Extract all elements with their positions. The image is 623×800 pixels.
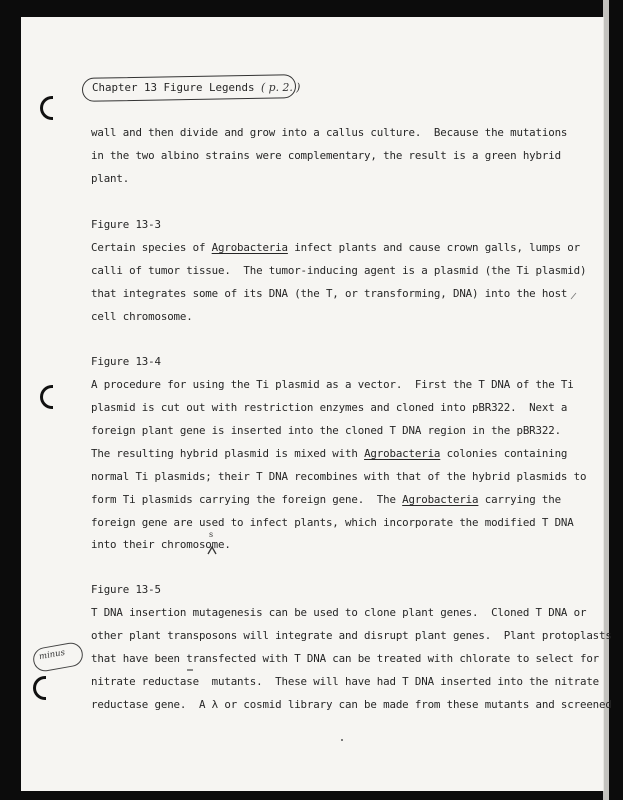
text-line: cell chromosome. (91, 310, 193, 323)
text-line: plant. (91, 172, 130, 185)
text-line: that integrates some of its DNA (the T, or transforming, DNA) into the host (91, 287, 568, 300)
strike-mark-icon (186, 667, 194, 673)
figure-13-5-heading: Figure 13-5 (91, 583, 161, 596)
text-line: The resulting hybrid plasmid is mixed with Agrobacteria colonies containing (91, 447, 568, 460)
handwritten-correction: s (209, 530, 214, 539)
pencil-tick-mark (570, 292, 578, 300)
page-edge (603, 0, 609, 800)
text-line: form Ti plasmids carrying the foreign gene. The Agrobacteria carrying the (91, 493, 561, 506)
text-line: calli of tumor tissue. The tumor-inducing agent is a plasmid (the Ti plasmid) (91, 264, 587, 277)
text-line: Certain species of Agrobacteria infect plants and cause crown galls, lumps or (91, 241, 580, 254)
text-line: normal Ti plasmids; their T DNA recombines with that of the hybrid plasmids to (91, 470, 587, 483)
text-line: wall and then divide and grow into a callus culture. Because the mutations (91, 126, 568, 139)
caret-mark-icon (207, 545, 217, 555)
text-line: other plant transposons will integrate and disrupt plant genes. Plant protoplasts (91, 629, 612, 642)
margin-note: minus (38, 647, 66, 663)
stray-dot (341, 739, 343, 741)
text-line: A procedure for using the Ti plasmid as a vector. First the T DNA of the Ti (91, 378, 574, 391)
text-line: T DNA insertion mutagenesis can be used to clone plant genes. Cloned T DNA or (91, 606, 587, 619)
text-line: into their chromosome. (91, 538, 231, 551)
page-number-note: ( p. 2. ) (261, 81, 301, 94)
text-line: that have been transfected with T DNA can be treated with chlorate to select for (91, 652, 600, 665)
figure-13-3-heading: Figure 13-3 (91, 218, 161, 231)
text-line: reductase gene. A λ or cosmid library can be made from these mutants and screened (91, 698, 612, 711)
text-line: foreign gene are used to infect plants, which incorporate the modified T DNA (91, 516, 574, 529)
figure-13-4-heading: Figure 13-4 (91, 355, 161, 368)
text-line: plasmid is cut out with restriction enzymes and cloned into pBR322. Next a (91, 401, 568, 414)
text-line: foreign plant gene is inserted into the cloned T DNA region in the pBR322. (91, 424, 561, 437)
text-line: nitrate reductase mutants. These will have had T DNA inserted into the nitrate (91, 675, 600, 688)
text-line: in the two albino strains were complementary, the result is a green hybrid (91, 149, 561, 162)
page-title: Chapter 13 Figure Legends ( p. 2. ) (92, 81, 301, 94)
